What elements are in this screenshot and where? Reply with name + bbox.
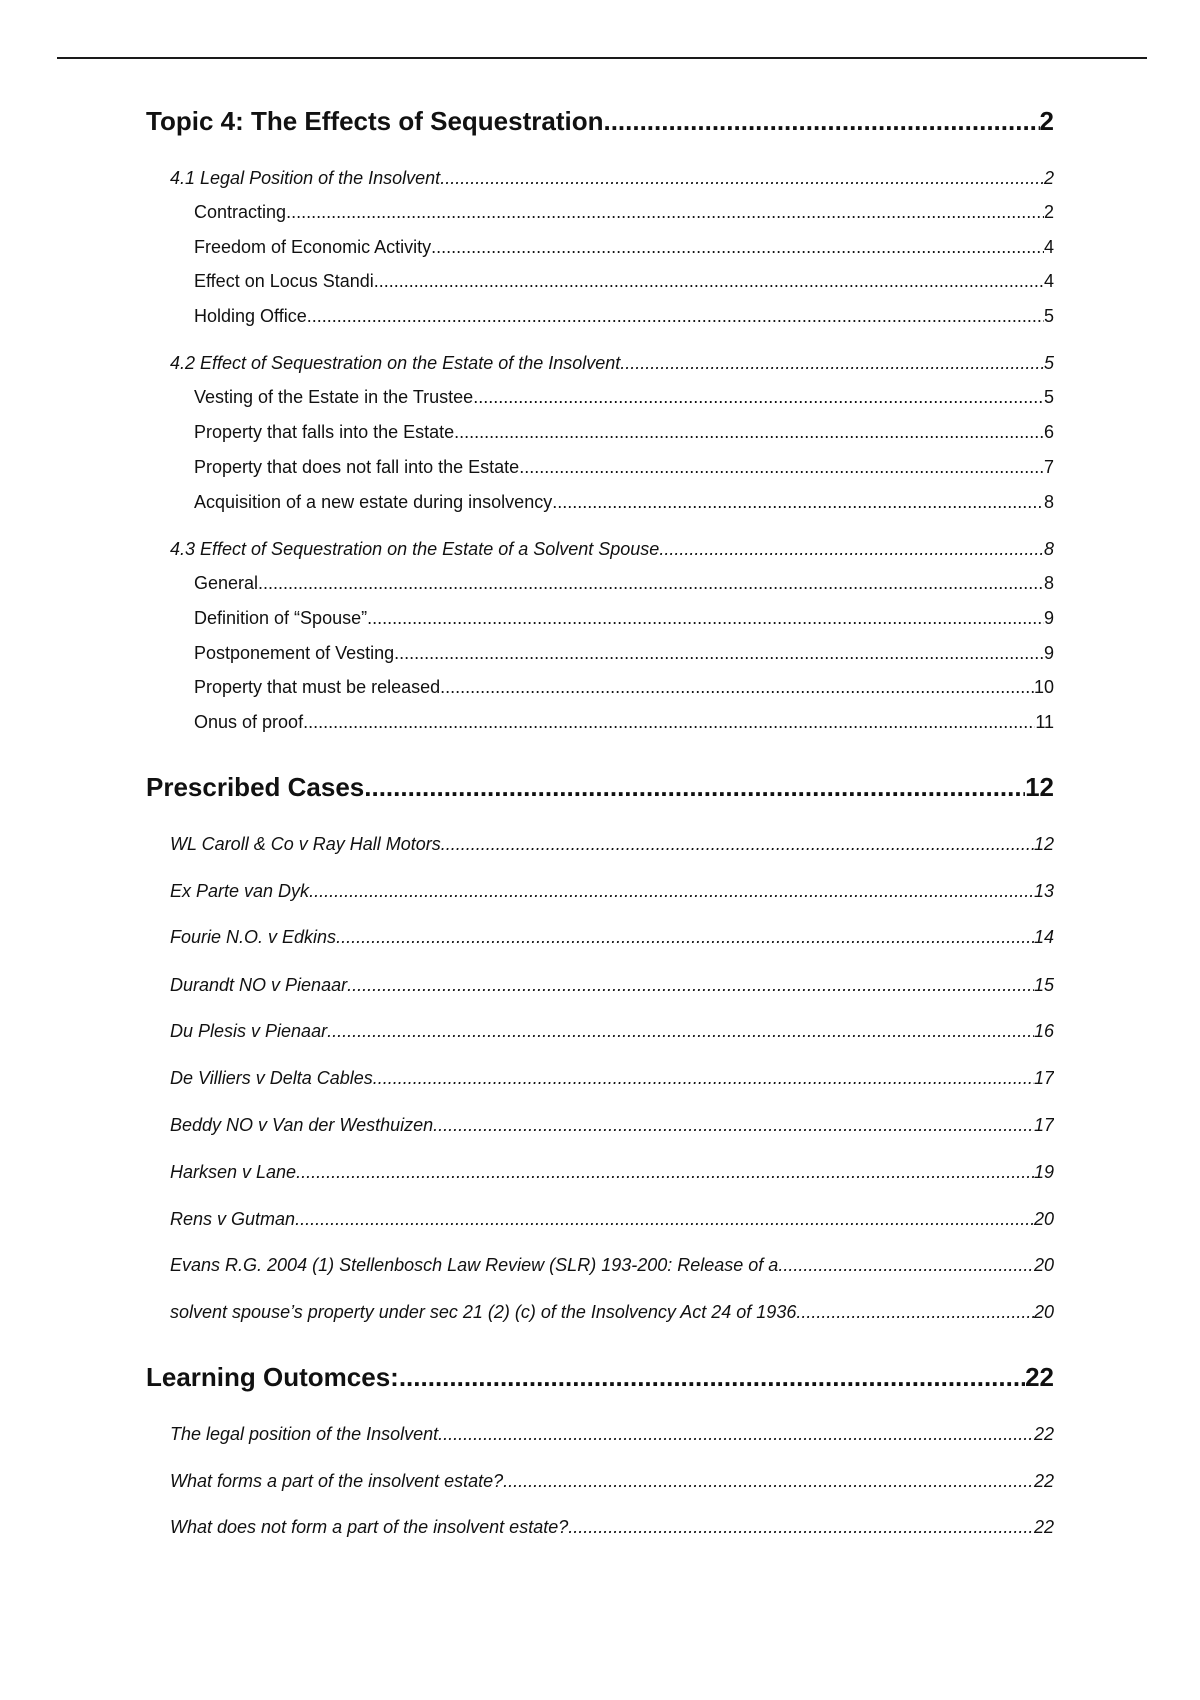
toc-case[interactable] [170,1021,1054,1043]
dot-leader [374,271,1044,292]
dot-leader [295,1209,1034,1230]
toc-label: WL Caroll & Co v Ray Hall Motors [170,834,441,854]
toc-section-4-2[interactable] [170,353,1054,375]
toc-page-number: 4 [1043,271,1054,291]
dot-leader [286,202,1044,223]
toc-heading-learning-outcomes[interactable] [146,1362,1054,1394]
toc-page-number: 17 [1033,1115,1054,1135]
toc-label: Evans R.G. 2004 (1) Stellenbosch Law Review (SLR) 193-200: Release of a [170,1255,779,1275]
dot-leader [441,834,1034,855]
toc-case[interactable] [170,927,1054,949]
toc-page-number: 8 [1043,539,1054,559]
dot-leader [431,237,1044,258]
dot-leader [438,1424,1034,1445]
toc-page-number: 14 [1033,927,1054,947]
toc-item[interactable] [194,237,1054,259]
toc-item[interactable] [194,271,1054,293]
toc-page-number: 20 [1033,1209,1054,1229]
toc-page-number: 12 [1025,772,1054,802]
dot-leader [327,1021,1034,1042]
toc-page-number: 8 [1043,492,1054,512]
toc-label: Harksen v Lane [170,1162,297,1182]
toc-page-number: 5 [1043,353,1054,373]
toc-label: Freedom of Economic Activity [194,237,432,257]
toc-item[interactable] [194,422,1054,444]
toc-item[interactable] [194,492,1054,514]
toc-label: Holding Office [194,306,307,326]
toc-label: What does not form a part of the insolvent estate? [170,1517,569,1537]
toc-label: Rens v Gutman [170,1209,296,1229]
toc-label: 4.2 Effect of Sequestration on the Estate of the Insolvent [170,353,621,373]
toc-label: Vesting of the Estate in the Trustee [194,387,474,407]
toc-label: Property that does not fall into the Estate [194,457,520,477]
dot-leader [364,772,1025,803]
toc-item[interactable] [194,306,1054,328]
toc-heading-prescribed-cases[interactable] [146,772,1054,804]
toc-page-number: 2 [1043,202,1054,222]
toc-label: 4.3 Effect of Sequestration on the Estate of a Solvent Spouse [170,539,660,559]
toc-item[interactable] [194,202,1054,224]
toc-item[interactable] [194,608,1054,630]
toc-case[interactable] [170,1162,1054,1184]
dot-leader [336,927,1034,948]
toc-page-number: 2 [1039,106,1054,136]
dot-leader [519,457,1044,478]
dot-leader [440,168,1044,189]
toc-case[interactable] [170,1068,1054,1090]
dot-leader [454,422,1044,443]
dot-leader [603,106,1039,137]
toc-page-number: 8 [1043,573,1054,593]
toc-case[interactable] [170,1209,1054,1231]
toc-case[interactable] [170,1115,1054,1137]
toc-page-number: 20 [1033,1302,1054,1322]
toc-page-number: 5 [1043,387,1054,407]
toc-label: 4.1 Legal Position of the Insolvent [170,168,441,188]
toc-item[interactable] [194,457,1054,479]
toc-label: Fourie N.O. v Edkins [170,927,337,947]
toc-label: Topic 4: The Effects of Sequestration [146,106,604,136]
dot-leader [303,712,1035,733]
toc-page-number: 19 [1033,1162,1054,1182]
toc-label: Acquisition of a new estate during insolvency [194,492,553,512]
toc-page-number: 22 [1025,1362,1054,1392]
toc-label: Onus of proof [194,712,304,732]
toc-case[interactable] [170,881,1054,903]
dot-leader [296,1162,1034,1183]
toc-label: Effect on Locus Standi [194,271,374,291]
toc-page-number: 20 [1033,1255,1054,1275]
toc-item[interactable] [194,387,1054,409]
toc-label: What forms a part of the insolvent estate? [170,1471,504,1491]
toc-page-number: 11 [1035,712,1054,732]
toc-page-number: 5 [1043,306,1054,326]
dot-leader [367,608,1044,629]
dot-leader [473,387,1044,408]
toc-item[interactable] [194,712,1054,734]
toc-page-number: 4 [1043,237,1054,257]
toc-page-number: 6 [1043,422,1054,442]
dot-leader [440,677,1034,698]
toc-label: General [194,573,259,593]
toc-label: Beddy NO v Van der Westhuizen [170,1115,434,1135]
toc-heading-topic4[interactable] [146,106,1054,138]
toc-page-number: 22 [1033,1517,1054,1537]
toc-page-number: 9 [1043,643,1054,663]
toc-case[interactable] [170,975,1054,997]
toc-page-number: 22 [1033,1424,1054,1444]
dot-leader [258,573,1044,594]
toc-case[interactable] [170,834,1054,856]
toc-label: Contracting [194,202,287,222]
dot-leader [620,353,1044,374]
dot-leader [552,492,1044,513]
toc-label: solvent spouse’s property under sec 21 (2) (c) of the Insolvency Act 24 of 1936 [170,1302,797,1322]
toc-page-number: 17 [1033,1068,1054,1088]
toc-item[interactable] [194,643,1054,665]
toc-page-number: 10 [1033,677,1054,697]
toc-label: Property that falls into the Estate [194,422,455,442]
dot-leader [373,1068,1034,1089]
toc-page-number: 9 [1043,608,1054,628]
toc-label: Learning Outomces: [146,1362,399,1392]
toc-case[interactable] [170,1255,1054,1277]
toc-section-4-1[interactable] [170,168,1054,190]
toc-label: Prescribed Cases [146,772,365,802]
dot-leader [347,975,1034,996]
dot-leader [659,539,1044,560]
dot-leader [503,1471,1034,1492]
toc-page-number: 7 [1043,457,1054,477]
dot-leader [568,1517,1034,1538]
toc-label: Postponement of Vesting [194,643,395,663]
toc-outcome[interactable] [170,1424,1054,1446]
toc-label: Ex Parte van Dyk [170,881,310,901]
toc-label: Definition of “Spouse” [194,608,368,628]
toc-label: Property that must be released [194,677,441,697]
toc-page-number: 16 [1033,1021,1054,1041]
toc-item[interactable] [194,677,1054,699]
toc-page-number: 15 [1033,975,1054,995]
toc-label: Du Plesis v Pienaar [170,1021,328,1041]
toc-outcome[interactable] [170,1471,1054,1493]
dot-leader [307,306,1044,327]
toc-page-number: 2 [1043,168,1054,188]
dot-leader [399,1362,1025,1393]
toc-label: The legal position of the Insolvent [170,1424,439,1444]
toc-outcome[interactable] [170,1517,1054,1539]
dot-leader [309,881,1034,902]
toc-item[interactable] [194,573,1054,595]
toc-page-number: 13 [1033,881,1054,901]
toc-label: Durandt NO v Pienaar [170,975,348,995]
dot-leader [433,1115,1034,1136]
dot-leader [778,1255,1034,1276]
toc-page-number: 12 [1033,834,1054,854]
toc-case[interactable] [170,1302,1054,1324]
toc-page-number: 22 [1033,1471,1054,1491]
dot-leader [394,643,1044,664]
toc-label: De Villiers v Delta Cables [170,1068,373,1088]
dot-leader [796,1302,1034,1323]
toc-section-4-3[interactable] [170,539,1054,561]
